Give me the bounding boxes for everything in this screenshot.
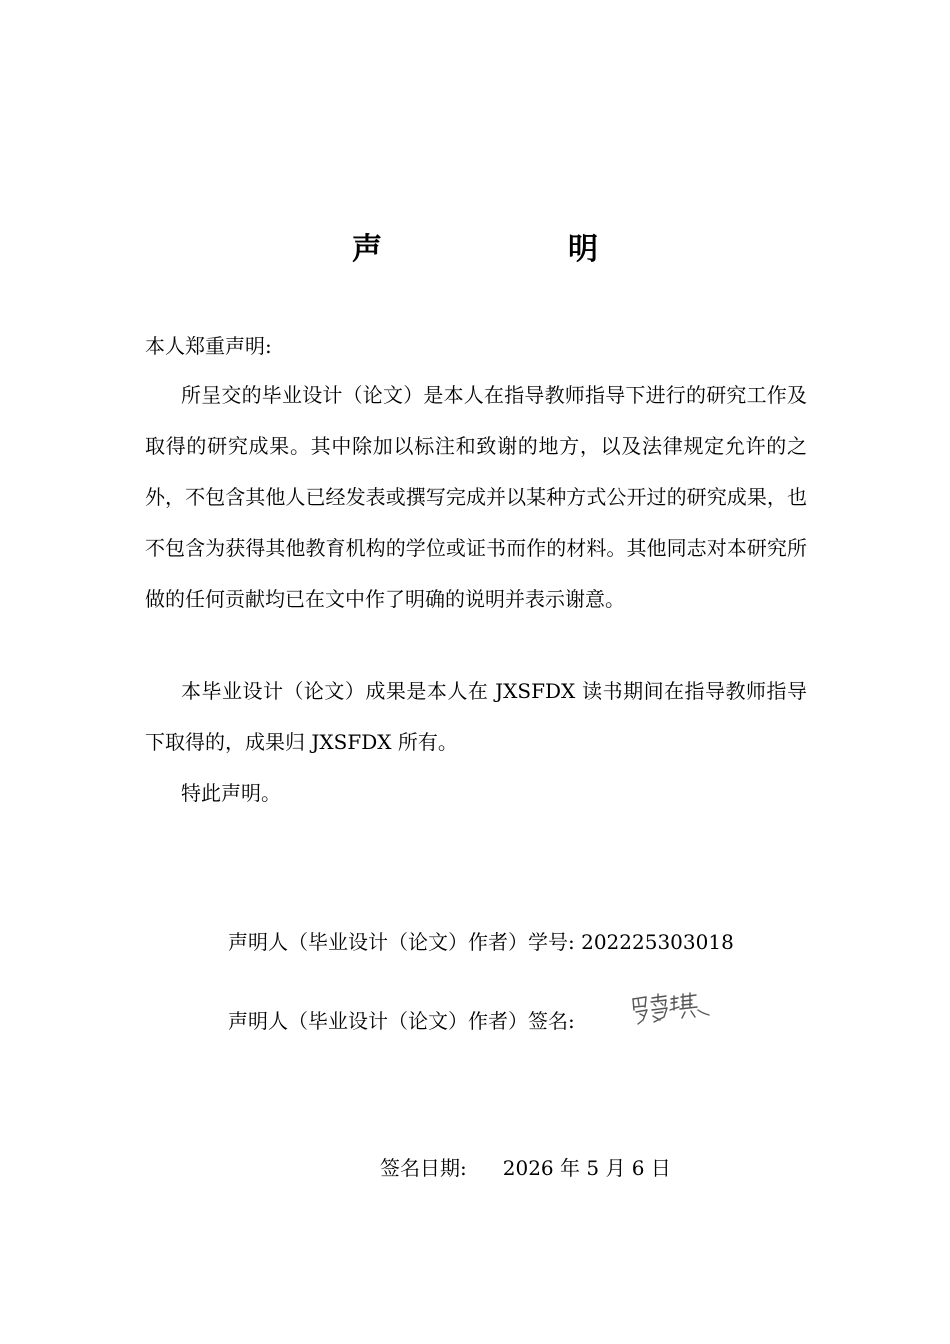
document-title: 声 明 bbox=[352, 232, 676, 267]
paragraph-declaration: 所呈交的毕业设计（论文）是本人在指导教师指导下进行的研究工作及取得的研究成果。其中除加以标注和致谢的地方，以及法律规定允许的之外，不包含其他人已经发表或撰写完成并以某种方式公开过的研究成果，也不包含为获得其他教育机构的学位或证书而作的材料。其他同志对本研究所做的任何贡献均已在文中作了明确的说明并表示谢意。 bbox=[145, 383, 807, 611]
signature-line bbox=[228, 1007, 575, 1035]
signature-date-line bbox=[380, 1154, 671, 1182]
student-id-label: 声明人（毕业设计（论文）作者）学号: bbox=[228, 930, 575, 954]
paragraph-ownership: 本毕业设计（论文）成果是本人在 JXSFDX 读书期间在指导教师指导下取得的，成果归 JXSFDX 所有。 bbox=[145, 679, 807, 754]
intro-line: 本人郑重声明: bbox=[145, 334, 272, 358]
paragraph-closing: 特此声明。 bbox=[181, 781, 281, 805]
signature-label: 声明人（毕业设计（论文）作者）签名: bbox=[228, 1009, 575, 1033]
signature-date-value: 2026 年 5 月 6 日 bbox=[502, 1156, 671, 1180]
student-id-value: 202225303018 bbox=[581, 930, 734, 954]
handwritten-signature bbox=[630, 990, 712, 1028]
student-id-line bbox=[228, 928, 734, 956]
signature-date-label: 签名日期: bbox=[380, 1156, 467, 1180]
